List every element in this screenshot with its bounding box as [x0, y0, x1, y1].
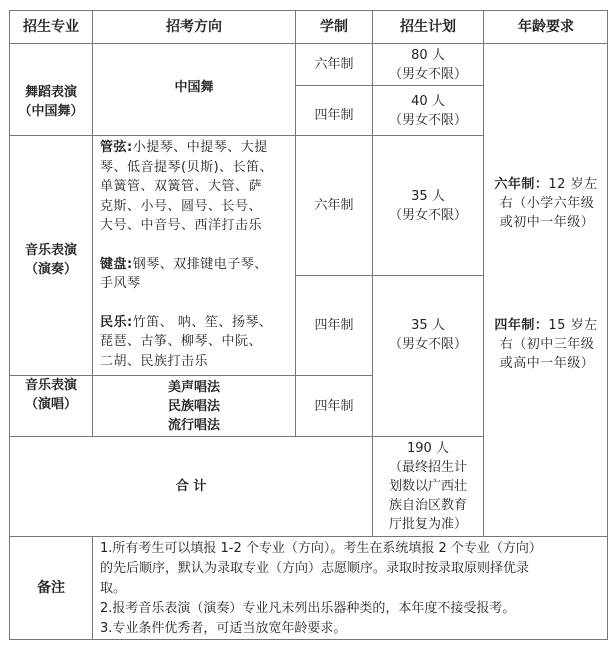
- folk-label: 民乐:: [100, 314, 133, 330]
- plan-instrumental-six: 35 人 （男女不限）: [373, 136, 484, 276]
- plan-count: 80 人: [411, 47, 445, 63]
- total-plan: 190 人 （最终招生计 划数以广西壮 族自治区教育 厅批复为准）: [373, 437, 484, 537]
- duration-dance-four: 四年制: [296, 86, 373, 136]
- total-label: 合 计: [10, 437, 373, 537]
- remark-line: 1.所有考生可以填报 1-2 个专业（方向）。考生在系统填报 2 个专业（方向）: [100, 541, 542, 556]
- age-four-label: 四年制：: [494, 318, 549, 333]
- age-six-label: 六年制：: [494, 177, 549, 192]
- header-duration: 学制: [296, 11, 373, 44]
- plan-music-four-year: 35 人 （男女不限）: [373, 276, 484, 437]
- remark-line: 取。: [100, 581, 127, 596]
- plan-dance-four: [373, 86, 484, 136]
- enrollment-table: [9, 10, 608, 640]
- plan-note: （男女不限）: [388, 66, 467, 82]
- header-direction: 招考方向: [93, 11, 296, 44]
- keyboard-label: 键盘:: [100, 256, 133, 272]
- age-four-year: 四年制：15 岁左 右（初中三年级 或高中一年级）: [494, 318, 598, 371]
- header-plan: 招生计划: [373, 11, 484, 44]
- duration-instrumental-six: 六年制: [296, 136, 373, 276]
- remark-line: 3.专业条件优秀者，可适当放宽年龄要求。: [100, 621, 347, 636]
- remarks-content: [93, 537, 608, 640]
- major-dance-line1: 舞蹈表演: [24, 84, 77, 100]
- major-music-vocal: 音乐表演 （演唱）: [10, 376, 93, 437]
- total-count: 190 人: [407, 441, 449, 456]
- duration-vocal: 四年制: [296, 376, 373, 437]
- direction-music-vocal: 美声唱法 民族唱法 流行唱法: [93, 376, 296, 437]
- duration-dance-six: 六年制: [296, 44, 373, 86]
- remark-line: 2.报考音乐表演（演奏）专业凡未列出乐器种类的，本年度不接受报考。: [100, 601, 516, 616]
- age-six-year: 六年制：12 岁左 右（小学六年级 或初中一年级）: [494, 177, 598, 230]
- header-major: 招生专业: [10, 11, 93, 44]
- orchestral-label: 管弦:: [100, 140, 133, 155]
- remark-line: 的先后顺序，默认为录取专业（方向）志愿顺序。录取时按录取原则择优录: [100, 561, 530, 576]
- direction-dance: 中国舞: [93, 44, 296, 136]
- major-dance-line2: （中国舞）: [18, 103, 84, 119]
- direction-music-instrumental: 管弦:小提琴、中提琴、大提 琴、低音提琴(贝斯)、长笛、 单簧管、双簧管、大管、萨 克斯、小号、圆号、长号、 大号、中音号、西洋打击乐 键盘:钢琴、双排键电子琴、 手风琴 民乐:竹笛、 呐、笙、扬琴、 琵琶、古筝、柳琴、中阮、 二胡、民族打击乐: [93, 136, 296, 376]
- remarks-label: 备注: [10, 537, 93, 640]
- plan-dance-six: [373, 44, 484, 86]
- plan-count: 40 人: [411, 93, 445, 109]
- major-music-instrumental: 音乐表演 （演奏）: [10, 136, 93, 376]
- duration-instrumental-four: 四年制: [296, 276, 373, 376]
- major-dance: [10, 44, 93, 136]
- age-requirements: [484, 44, 608, 537]
- plan-note: （男女不限）: [388, 112, 467, 128]
- header-age: 年龄要求: [484, 11, 608, 44]
